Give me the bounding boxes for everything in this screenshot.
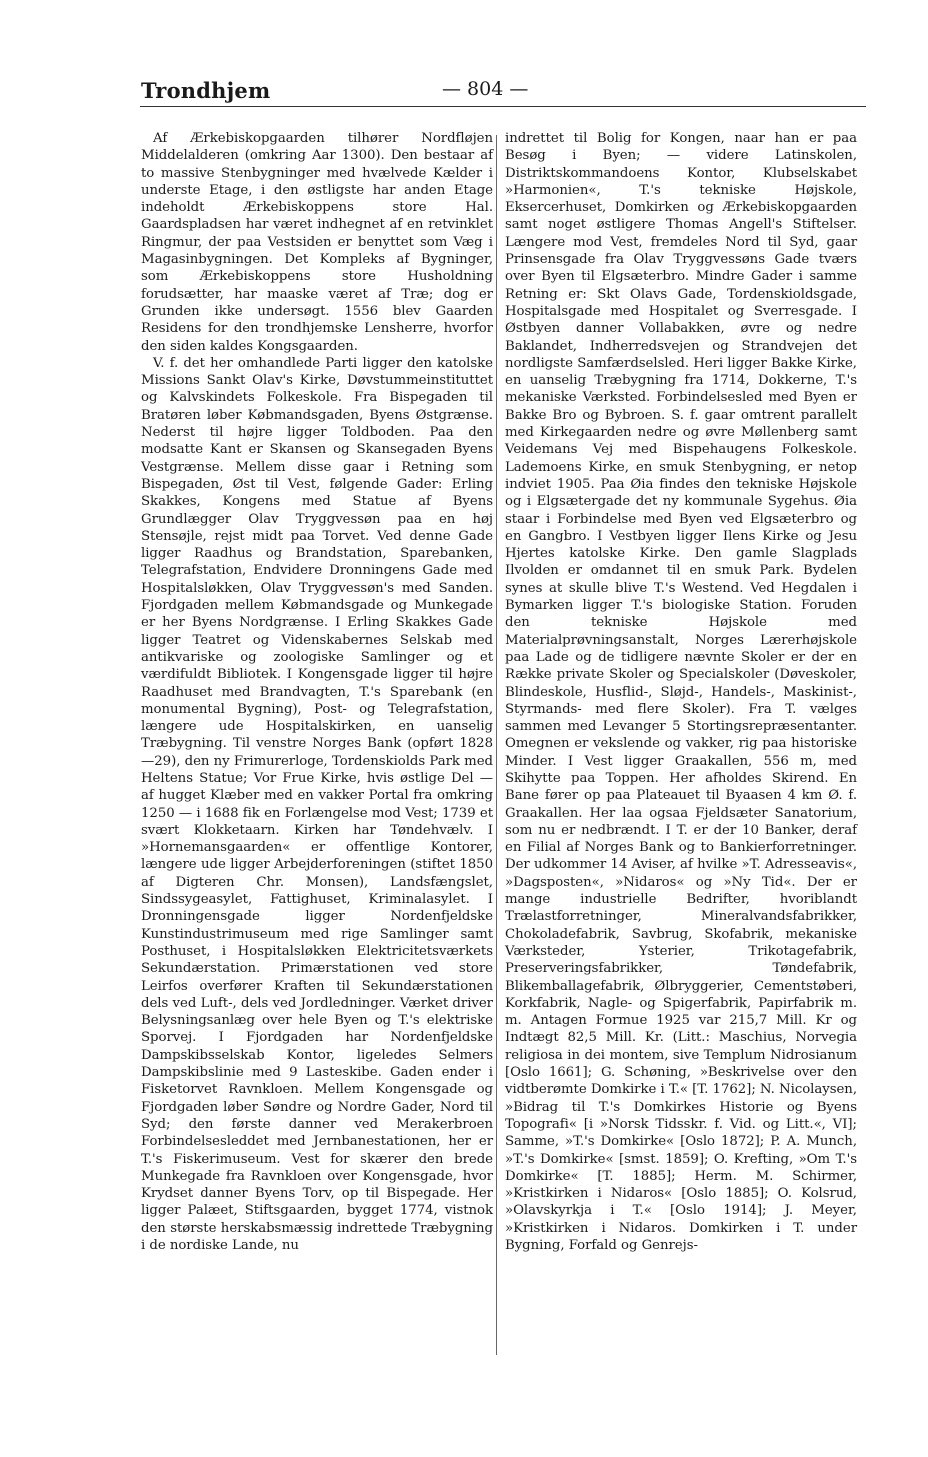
page-number: — 804 — (442, 78, 529, 100)
paragraph-erkebiskopgaarden: Af Ærkebiskopgaarden tilhører Nordfløjen Middelalderen (omkring Aar 1300). Den bestaar af to massive Stenbygninger med hvælvede Kælder i underste Etage, i den østligste har anden Etage indeholdt Ærkebiskoppens store Hal. Gaardspladsen har været indhegnet af en retvinklet Ringmur, der paa Vestsiden er benyttet som Væg i Magasinbygningen. Det Kompleks af Bygninger, som Ærkebiskoppens store Husholdning forudsætter, har maaske været af Træ; dog er Grunden ikke undersøgt. 1556 blev Gaarden Residens for den trondhjemske Lensherre, hvorfor den siden kaldes Kongsgaarden. (141, 131, 493, 354)
paragraph-continuation: indrettet til Bolig for Kongen, naar han er paa Besøg i Byen; — videre Latinskolen, Distriktskommandoens Kontor, Klubselskabet »Harmonien«, T.'s tekniske Højskole, Eksercerhuset, Domkirken og Ærkebiskopgaarden samt noget østligere Thomas Angell's Stiftelser. Længere mod Vest, fremdeles Nord til Syd, gaar Prinsensgade fra Olav Tryggvessøns Gade tværs over Byen til Elgsæterbro. Mindre Gader i samme Retning er: Skt Olavs Gade, Tordenskioldsgade, Hospitalsgade med Hospitalet og Sverresgade. I Østbyen danner Vollabakken, øvre og nedre Baklandet, Indherredsvejen og Strandvejen det nordligste Samfærdselsled. Heri ligger Bakke Kirke, en uanselig Træbygning fra 1714, Dokkerne, T.'s mekaniske Værksted. Forbindelsesled med Byen er Bakke Bro og Bybroen. S. f. gaar omtrent parallelt med Kirkegaarden nedre og øvre Møllenberg samt Veidemans Vej med Bispehaugens Folkeskole. Lademoens Kirke, en smuk Stenbygning, er netop indviet 1905. Paa Øia findes den tekniske Højskole og i Elgsætergade det ny kommunale Sygehus. Øia staar i Forbindelse med Byen ved Elgsæterbro og en Gangbro. I Vestbyen ligger Ilens Kirke og Jesu Hjertes katolske Kirke. Den gamle Slagplads Ilvolden er omdannet til en smuk Park. Bydelen synes at skulle blive T.'s Westend. Ved Hegdalen i Bymarken ligger T.'s biologiske Station. Foruden den tekniske Højskole med Materialprøvningsanstalt, Norges Lærerhøjskole paa Lade og de tidligere nævnte Skoler er der en Række private Skoler og Specialskoler (Døveskoler, Blindeskole, Husflid-, Sløjd-, Handels-, Maskinist-, Styrmands- med flere Skoler). Fra T. vælges sammen med Levanger 5 Stortingsrepræsentanter. Omegnen er vekslende og vakker, rig paa historiske Minder. I Vest ligger Graakallen, 556 m, med Skihytte paa Toppen. Her afholdes Skirend. En Bane fører op paa Plateauet til Byaasen 4 km Ø. f. Graakallen. Her laa ogsaa Fjeldsæter Sanatorium, som nu er nedbrændt. I T. er der 10 Banker, deraf en Filial af Norges Bank og to Bankierforretninger. Der udkommer 14 Aviser, af hvilke »T. Adresseavis«, »Dagsposten«, »Nidaros« og »Ny Tid«. Der er mange industrielle Bedrifter, hvoriblandt Trælastforretninger, Mineralvandsfabrikker, Chokoladefabrik, Savbrug, Skofabrik, mekaniske Værksteder, Ysterier, Trikotagefabrik, Preserveringsfabrikker, Tøndefabrik, Blikemballagefabrik, Ølbryggerier, Cementstøberi, Korkfabrik, Nagle- og Spigerfabrik, Papirfabrik m. m. Antagen Formue 1925 var 215,7 Mill. Kr og Indtægt 82,5 Mill. Kr. (Litt.: Maschius, Norvegia religiosa in dei montem, sive Templum Nidrosianum [Oslo 1661]; G. Schøning, »Beskrivelse over den vidtberømte Domkirke i T.« [T. 1762]; N. Nicolaysen, »Bidrag til T.'s Domkirkes Historie og Byens Topografi« [i »Norsk Tidsskr. f. Vid. og Litt.«, VI]; Samme, »T.'s Domkirke« [Oslo 1872]; P. A. Munch, »T.'s Domkirke« [smst. 1859]; O. Krefting, »Om T.'s Domkirke« [T. 1885]; Herm. M. Schirmer, »Kristkirken i Nidaros« [Oslo 1885]; O. Kolsrud, »Olavskyrkja i T.« [Oslo 1914]; J. Meyer, »Kristkirken i Nidaros. Domkirken i T. under Bygning, Forfald og Genrejs- (505, 131, 857, 1253)
paragraph-vf-parti: V. f. det her omhandlede Parti ligger den katolske Missions Sankt Olav's Kirke, Døvstummeinstituttet og Kalvskindets Folkeskole. Fra Bispegaden til Bratøren løber Købmandsgaden, Byens Østgrænse. Nederst til højre ligger Toldboden. Paa den modsatte Kant er Skansen og Skansegaden Byens Vestgrænse. Mellem disse gaar i Retning som Bispegaden, Øst til Vest, følgende Gader: Erling Skakkes, Kongens med Statue af Byens Grundlægger Olav Tryggvessøn paa en høj Stensøjle, rejst midt paa Torvet. Ved denne Gade ligger Raadhus og Brandstation, Sparebanken, Telegrafstation, Endvidere Dronningens Gade med Hospitalsløkken, Olav Tryggvessøn's med Sanden. Fjordgaden mellem Købmandsgade og Munkegade er her Byens Nordgrænse. I Erling Skakkes Gade ligger Teatret og Videnskabernes Selskab med antikvariske og zoologiske Samlinger og et værdifuldt Bibliotek. I Kongensgade ligger til højre Raadhuset med Brandvagten, T.'s Sparebank (en monumental Bygning), Post- og Telegrafstation, længere ude Hospitalskirken, en uanselig Træbygning. Til venstre Norges Bank (opført 1828—29), den ny Frimurerloge, Tordenskiolds Park med Heltens Statue; Vor Frue Kirke, hvis østlige Del — af hugget Klæber med en vakker Portal fra omkring 1250 — i 1688 fik en Forlængelse mod Vest; 1739 et svært Klokketaarn. Kirken har Tøndehvælv. I »Hornemansgaarden« er offentlige Kontorer, længere ude ligger Arbejderforeningen (stiftet 1850 af Digteren Chr. Monsen), Landsfængslet, Sindssygeasylet, Fattighuset, Kriminalasylet. I Dronningensgade ligger Nordenfjeldske Kunstindustrimuseum med rige Samlinger samt Posthuset, i Hospitalsløkken Elektricitetsværkets Sekundærstation. Primærstationen ved store Leirfos overfører Kraften til Sekundærstationen dels ved Luft-, dels ved Jordledninger. Værket driver Belysningsanlæg over hele Byen og T.'s elektriske Sporvej. I Fjordgaden har Nordenfjeldske Dampskibsselskab Kontor, ligeledes Selmers Dampskibslinie med 9 Lasteskibe. Gaden ender i Fisketorvet Ravnkloen. Mellem Kongensgade og Fjordgaden løber Søndre og Nordre Gader, Nord til Syd; den første danner ved Merakerbroen Forbindelsesleddet med Jernbanestationen, her er T.'s Fiskerimuseum. Vest for skærer den brede Munkegade fra Ravnkloen over Kongensgade, hvor Krydset danner Byens Torv, op til Bispegade. Her ligger Palæet, Stiftsgaarden, bygget 1774, vistnok den største herskabsmæssig indrettede Træbygning i de nordiske Lande, nu (141, 355, 493, 1253)
left-column (141, 130, 493, 1254)
header-rule (140, 106, 866, 107)
running-head-title: Trondhjem (141, 78, 271, 103)
column-divider (496, 135, 497, 1355)
right-column (505, 130, 857, 1254)
